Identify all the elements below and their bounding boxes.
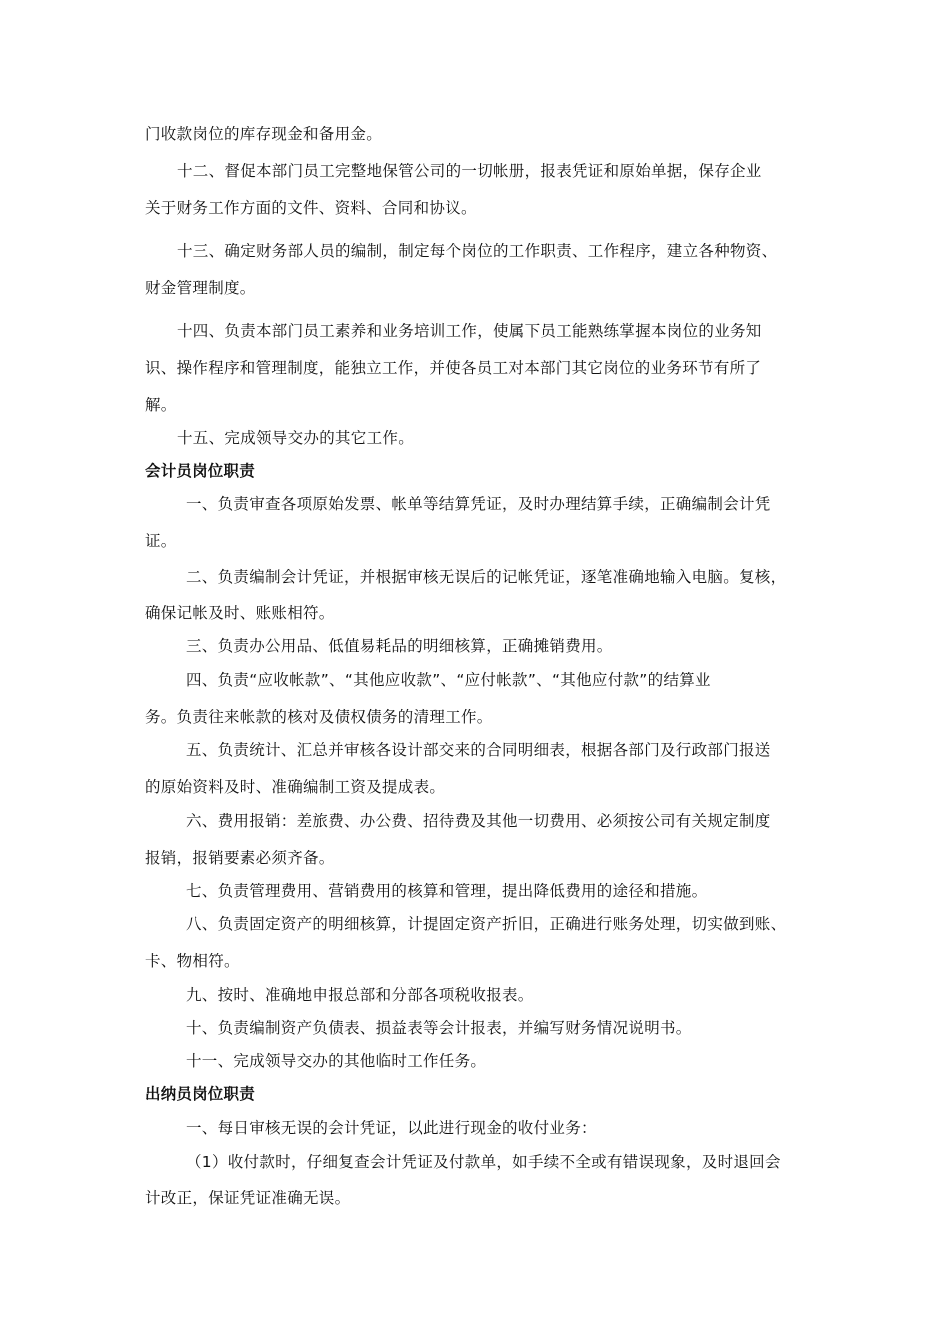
paragraph-line: 一、负责审查各项原始发票、帐单等结算凭证，及时办理结算手续，正确编制会计凭	[186, 495, 771, 513]
paragraph-line: 务。负责往来帐款的核对及债权债务的清理工作。	[145, 708, 493, 726]
paragraph-line: 关于财务工作方面的文件、资料、合同和协议。	[145, 199, 477, 217]
paragraph-line: 确保记帐及时、账账相符。	[145, 604, 335, 622]
paragraph-line: 一、每日审核无误的会计凭证，以此进行现金的收付业务：	[186, 1119, 597, 1137]
paragraph-line: 十三、确定财务部人员的编制，制定每个岗位的工作职责、工作程序，建立各种物资、	[177, 242, 778, 260]
paragraph-line: 十四、负责本部门员工素养和业务培训工作，使属下员工能熟练掌握本岗位的业务知	[177, 322, 762, 340]
paragraph-line: 识、操作程序和管理制度，能独立工作，并使各员工对本部门其它岗位的业务环节有所了	[145, 359, 762, 377]
section-heading-cashier: 出纳员岗位职责	[145, 1085, 255, 1103]
paragraph-line: 五、负责统计、汇总并审核各设计部交来的合同明细表，根据各部门及行政部门报送	[186, 741, 771, 759]
paragraph-line: 证。	[145, 532, 177, 550]
paragraph-line: 的原始资料及时、准确编制工资及提成表。	[145, 778, 446, 796]
paragraph-line: 六、费用报销：差旅费、办公费、招待费及其他一切费用、必须按公司有关规定制度	[186, 812, 771, 830]
paragraph-line: （1）收付款时，仔细复查会计凭证及付款单，如手续不全或有错误现象，及时退回会	[186, 1153, 781, 1171]
paragraph-line: 十二、督促本部门员工完整地保管公司的一切帐册，报表凭证和原始单据，保存企业	[177, 162, 762, 180]
paragraph-line: 财金管理制度。	[145, 279, 256, 297]
paragraph-line: 计改正，保证凭证准确无误。	[145, 1189, 351, 1207]
paragraph-line: 七、负责管理费用、营销费用的核算和管理，提出降低费用的途径和措施。	[186, 882, 708, 900]
paragraph-line: 九、按时、准确地申报总部和分部各项税收报表。	[186, 986, 534, 1004]
paragraph-line: 卡、物相符。	[145, 952, 240, 970]
paragraph-line: 十一、完成领导交办的其他临时工作任务。	[186, 1052, 487, 1070]
paragraph-line: 二、负责编制会计凭证，并根据审核无误后的记帐凭证，逐笔准确地输入电脑。复核，	[186, 568, 787, 586]
paragraph-line: 四、负责“应收帐款”、“其他应收款”、“应付帐款”、“其他应付款”的结算业	[186, 671, 711, 689]
section-heading-accountant: 会计员岗位职责	[145, 462, 255, 480]
paragraph-line: 三、负责办公用品、低值易耗品的明细核算，正确摊销费用。	[186, 637, 613, 655]
paragraph-line: 门收款岗位的库存现金和备用金。	[145, 125, 383, 143]
paragraph-line: 十五、完成领导交办的其它工作。	[177, 429, 415, 447]
paragraph-line: 十、负责编制资产负债表、损益表等会计报表，并编写财务情况说明书。	[186, 1019, 692, 1037]
paragraph-line: 报销，报销要素必须齐备。	[145, 849, 335, 867]
paragraph-line: 解。	[145, 396, 177, 414]
paragraph-line: 八、负责固定资产的明细核算，计提固定资产折旧，正确进行账务处理，切实做到账、	[186, 915, 787, 933]
